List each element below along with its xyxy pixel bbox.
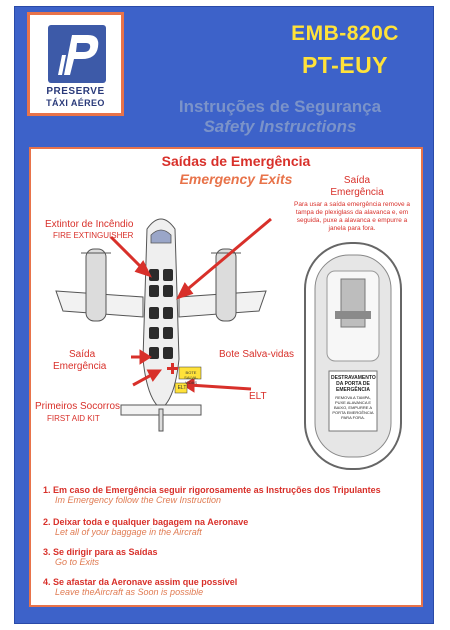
label-extinguisher-pt: Extintor de Incêndio (45, 219, 134, 230)
label-firstaid-en: FIRST AID KIT (47, 414, 100, 423)
instruction-1 (43, 485, 381, 505)
label-exit-right-2: Emergência (330, 187, 384, 198)
door-placard-body: REMOVA A TAMPA, PUXE ALAVANCA E BAIXO, EMPURRE A PORTA EMERGÊNCIA PARA FORA. (332, 395, 374, 420)
door-instructions: Para usar a saída emergência remove a tampa de plexiglass da alavanca e, em seguida, puxe a alavanca e empurre a janela para fora. (294, 201, 410, 232)
label-elt: ELT (249, 391, 267, 402)
instruction-4 (43, 577, 237, 597)
logo-name: PRESERVE (46, 86, 105, 97)
instruction-3 (43, 547, 158, 567)
aircraft-registration: PT-EUY (301, 52, 389, 78)
logo (27, 12, 124, 116)
label-exit-left-1: Saída (69, 349, 96, 360)
instructions-panel (29, 147, 423, 607)
instruction-2 (43, 517, 248, 537)
instruction-4-pt: 4. Se afastar da Aeronave assim que possível (43, 577, 238, 587)
emergency-door-diagram (301, 239, 405, 473)
label-liferaft: Bote Salva-vidas (219, 349, 295, 360)
instruction-1-en: Im Emergency follow the Crew Instruction (55, 495, 222, 505)
title-portuguese: Instruções de Segurança (178, 97, 382, 116)
title-english: Safety Instructions (203, 117, 357, 136)
section-heading-pt: Saídas de Emergência (161, 153, 311, 169)
door-placard-title: DESTRAVAMENTO DA PORTA DE EMERGÊNCIA (331, 375, 376, 393)
instruction-2-pt: 2. Deixar toda e qualquer bagagem na Aeronave (43, 517, 249, 527)
elt-box-label: ELT (177, 385, 187, 391)
instruction-1-pt: 1. Em caso de Emergência seguir rigorosamente as Instruções dos Tripulantes (43, 485, 381, 495)
label-exit-left-2: Emergência (53, 361, 107, 372)
logo-p-icon (48, 25, 106, 83)
instruction-3-pt: 3. Se dirigir para as Saídas (43, 547, 158, 557)
instruction-2-en: Let all of your baggage in the Aircraft (55, 527, 202, 537)
label-extinguisher-en: FIRE EXTINGUISHER (53, 231, 134, 240)
aircraft-model: EMB-820C (291, 22, 399, 45)
liferaft-box-label: BOTE SALVA-VIDAS (184, 370, 198, 385)
instruction-3-en: Go to Exits (55, 557, 100, 567)
section-heading-en: Emergency Exits (179, 171, 293, 187)
label-firstaid-pt: Primeiros Socorros (35, 401, 121, 412)
instruction-4-en: Leave theAircraft as Soon is possible (55, 587, 204, 597)
label-exit-right-1: Saída (343, 175, 371, 186)
logo-subtitle: TÁXI AÉREO (46, 98, 105, 108)
